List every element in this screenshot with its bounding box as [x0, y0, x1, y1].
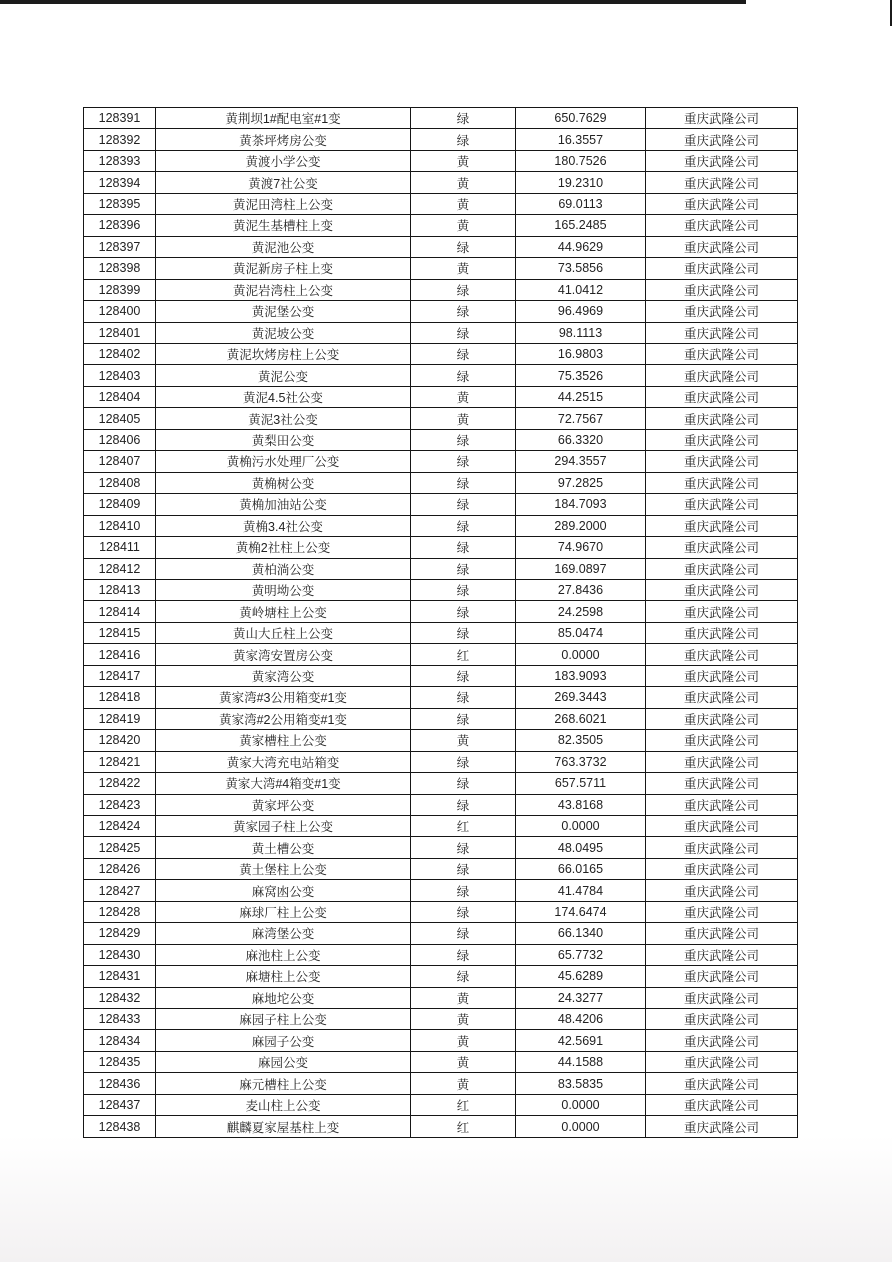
cell-company: 重庆武隆公司	[646, 386, 798, 407]
cell-company: 重庆武隆公司	[646, 622, 798, 643]
table-row	[84, 1030, 798, 1051]
cell-value: 0.0000	[516, 815, 646, 836]
cell-company: 重庆武隆公司	[646, 343, 798, 364]
cell-id: 128394	[84, 172, 156, 193]
cell-id: 128400	[84, 301, 156, 322]
cell-value: 16.3557	[516, 129, 646, 150]
cell-value: 763.3732	[516, 751, 646, 772]
cell-id: 128401	[84, 322, 156, 343]
cell-company: 重庆武隆公司	[646, 730, 798, 751]
table-row	[84, 944, 798, 965]
cell-name: 黄山大丘柱上公变	[156, 622, 411, 643]
table-row	[84, 1009, 798, 1030]
cell-company: 重庆武隆公司	[646, 515, 798, 536]
cell-company: 重庆武隆公司	[646, 1009, 798, 1030]
cell-value: 169.0897	[516, 558, 646, 579]
cell-id: 128410	[84, 515, 156, 536]
cell-company: 重庆武隆公司	[646, 215, 798, 236]
cell-value: 82.3505	[516, 730, 646, 751]
cell-name: 黄桷3.4社公变	[156, 515, 411, 536]
cell-status: 绿	[411, 579, 516, 600]
cell-id: 128415	[84, 622, 156, 643]
cell-company: 重庆武隆公司	[646, 944, 798, 965]
cell-status: 黄	[411, 1073, 516, 1094]
table-row	[84, 494, 798, 515]
table-row	[84, 1073, 798, 1094]
table-row	[84, 365, 798, 386]
table-row	[84, 236, 798, 257]
cell-value: 180.7526	[516, 150, 646, 171]
cell-id: 128404	[84, 386, 156, 407]
table-row	[84, 408, 798, 429]
cell-company: 重庆武隆公司	[646, 429, 798, 450]
cell-name: 黄家湾安置房公变	[156, 644, 411, 665]
cell-value: 66.3320	[516, 429, 646, 450]
table-row	[84, 429, 798, 450]
table-row	[84, 129, 798, 150]
cell-name: 黄泥坎烤房柱上公变	[156, 343, 411, 364]
cell-company: 重庆武隆公司	[646, 1030, 798, 1051]
cell-company: 重庆武隆公司	[646, 150, 798, 171]
cell-name: 黄家槽柱上公变	[156, 730, 411, 751]
cell-company: 重庆武隆公司	[646, 858, 798, 879]
cell-value: 44.9629	[516, 236, 646, 257]
cell-status: 黄	[411, 150, 516, 171]
cell-name: 黄桷加油站公变	[156, 494, 411, 515]
cell-value: 165.2485	[516, 215, 646, 236]
cell-name: 黄渡小学公变	[156, 150, 411, 171]
cell-name: 麻元槽柱上公变	[156, 1073, 411, 1094]
table-row	[84, 708, 798, 729]
cell-name: 黄家大湾#4箱变#1变	[156, 773, 411, 794]
cell-company: 重庆武隆公司	[646, 193, 798, 214]
cell-status: 绿	[411, 108, 516, 129]
cell-value: 96.4969	[516, 301, 646, 322]
cell-id: 128402	[84, 343, 156, 364]
cell-status: 绿	[411, 236, 516, 257]
cell-status: 黄	[411, 386, 516, 407]
cell-value: 27.8436	[516, 579, 646, 600]
table-row	[84, 258, 798, 279]
table-row	[84, 579, 798, 600]
cell-status: 红	[411, 644, 516, 665]
cell-company: 重庆武隆公司	[646, 172, 798, 193]
cell-status: 黄	[411, 193, 516, 214]
cell-value: 269.3443	[516, 687, 646, 708]
cell-status: 绿	[411, 429, 516, 450]
cell-value: 41.0412	[516, 279, 646, 300]
cell-value: 44.1588	[516, 1051, 646, 1072]
table-row	[84, 730, 798, 751]
cell-value: 65.7732	[516, 944, 646, 965]
cell-status: 绿	[411, 537, 516, 558]
cell-name: 麻球厂柱上公变	[156, 901, 411, 922]
table-row	[84, 472, 798, 493]
cell-name: 麻园子柱上公变	[156, 1009, 411, 1030]
cell-value: 289.2000	[516, 515, 646, 536]
cell-value: 85.0474	[516, 622, 646, 643]
cell-value: 0.0000	[516, 1094, 646, 1115]
cell-value: 74.9670	[516, 537, 646, 558]
cell-status: 红	[411, 1094, 516, 1115]
cell-company: 重庆武隆公司	[646, 451, 798, 472]
cell-status: 绿	[411, 708, 516, 729]
cell-status: 红	[411, 1116, 516, 1138]
cell-name: 黄泥公变	[156, 365, 411, 386]
table-row	[84, 923, 798, 944]
table-row	[84, 966, 798, 987]
cell-id: 128428	[84, 901, 156, 922]
cell-value: 66.0165	[516, 858, 646, 879]
cell-company: 重庆武隆公司	[646, 558, 798, 579]
cell-id: 128435	[84, 1051, 156, 1072]
cell-company: 重庆武隆公司	[646, 644, 798, 665]
cell-value: 0.0000	[516, 644, 646, 665]
table-row	[84, 901, 798, 922]
cell-company: 重庆武隆公司	[646, 966, 798, 987]
cell-company: 重庆武隆公司	[646, 794, 798, 815]
cell-name: 黄泥3社公变	[156, 408, 411, 429]
cell-name: 黄土槽公变	[156, 837, 411, 858]
cell-company: 重庆武隆公司	[646, 687, 798, 708]
table-row	[84, 837, 798, 858]
cell-id: 128412	[84, 558, 156, 579]
cell-name: 黄荆坝1#配电室#1变	[156, 108, 411, 129]
cell-status: 绿	[411, 472, 516, 493]
cell-name: 黄家大湾充电站箱变	[156, 751, 411, 772]
cell-status: 绿	[411, 858, 516, 879]
table-row	[84, 451, 798, 472]
cell-company: 重庆武隆公司	[646, 322, 798, 343]
cell-id: 128420	[84, 730, 156, 751]
cell-status: 绿	[411, 622, 516, 643]
cell-company: 重庆武隆公司	[646, 537, 798, 558]
cell-value: 174.6474	[516, 901, 646, 922]
transformer-data-table	[83, 107, 798, 1138]
cell-value: 184.7093	[516, 494, 646, 515]
cell-value: 650.7629	[516, 108, 646, 129]
cell-name: 黄泥岩湾柱上公变	[156, 279, 411, 300]
cell-value: 83.5835	[516, 1073, 646, 1094]
cell-company: 重庆武隆公司	[646, 1073, 798, 1094]
cell-id: 128421	[84, 751, 156, 772]
cell-id: 128438	[84, 1116, 156, 1138]
cell-id: 128414	[84, 601, 156, 622]
cell-status: 黄	[411, 730, 516, 751]
cell-id: 128423	[84, 794, 156, 815]
table-row	[84, 987, 798, 1008]
cell-company: 重庆武隆公司	[646, 837, 798, 858]
cell-company: 重庆武隆公司	[646, 408, 798, 429]
table-row	[84, 108, 798, 129]
cell-id: 128403	[84, 365, 156, 386]
cell-name: 黄泥池公变	[156, 236, 411, 257]
table-row	[84, 1094, 798, 1115]
cell-status: 红	[411, 815, 516, 836]
cell-company: 重庆武隆公司	[646, 579, 798, 600]
cell-status: 绿	[411, 794, 516, 815]
cell-name: 黄家湾公变	[156, 665, 411, 686]
table-row	[84, 858, 798, 879]
cell-name: 黄明坳公变	[156, 579, 411, 600]
cell-name: 麦山柱上公变	[156, 1094, 411, 1115]
cell-status: 绿	[411, 515, 516, 536]
cell-status: 黄	[411, 1030, 516, 1051]
cell-id: 128392	[84, 129, 156, 150]
table-row	[84, 386, 798, 407]
cell-value: 41.4784	[516, 880, 646, 901]
cell-company: 重庆武隆公司	[646, 494, 798, 515]
cell-id: 128408	[84, 472, 156, 493]
cell-value: 73.5856	[516, 258, 646, 279]
cell-value: 0.0000	[516, 1116, 646, 1138]
table-row	[84, 622, 798, 643]
cell-company: 重庆武隆公司	[646, 901, 798, 922]
cell-value: 45.6289	[516, 966, 646, 987]
cell-id: 128429	[84, 923, 156, 944]
cell-status: 绿	[411, 451, 516, 472]
cell-status: 绿	[411, 601, 516, 622]
cell-id: 128405	[84, 408, 156, 429]
cell-status: 绿	[411, 279, 516, 300]
cell-status: 绿	[411, 558, 516, 579]
cell-company: 重庆武隆公司	[646, 665, 798, 686]
cell-id: 128431	[84, 966, 156, 987]
cell-id: 128433	[84, 1009, 156, 1030]
cell-name: 麻池柱上公变	[156, 944, 411, 965]
cell-id: 128424	[84, 815, 156, 836]
table-row	[84, 301, 798, 322]
cell-id: 128434	[84, 1030, 156, 1051]
cell-name: 麻塘柱上公变	[156, 966, 411, 987]
cell-company: 重庆武隆公司	[646, 1051, 798, 1072]
cell-company: 重庆武隆公司	[646, 708, 798, 729]
table-row	[84, 515, 798, 536]
table-row	[84, 644, 798, 665]
cell-status: 黄	[411, 258, 516, 279]
cell-name: 黄泥坡公变	[156, 322, 411, 343]
cell-name: 黄家湾#3公用箱变#1变	[156, 687, 411, 708]
cell-id: 128419	[84, 708, 156, 729]
cell-id: 128436	[84, 1073, 156, 1094]
table-row	[84, 687, 798, 708]
cell-value: 42.5691	[516, 1030, 646, 1051]
cell-status: 绿	[411, 494, 516, 515]
cell-status: 黄	[411, 1051, 516, 1072]
cell-value: 48.4206	[516, 1009, 646, 1030]
cell-status: 黄	[411, 172, 516, 193]
cell-name: 黄泥田湾柱上公变	[156, 193, 411, 214]
cell-name: 黄桷树公变	[156, 472, 411, 493]
cell-status: 绿	[411, 322, 516, 343]
cell-id: 128416	[84, 644, 156, 665]
cell-status: 绿	[411, 665, 516, 686]
table-row	[84, 215, 798, 236]
cell-id: 128399	[84, 279, 156, 300]
cell-name: 麻湾堡公变	[156, 923, 411, 944]
cell-status: 绿	[411, 687, 516, 708]
cell-name: 黄泥堡公变	[156, 301, 411, 322]
cell-value: 657.5711	[516, 773, 646, 794]
cell-value: 48.0495	[516, 837, 646, 858]
cell-id: 128393	[84, 150, 156, 171]
table-row	[84, 279, 798, 300]
cell-status: 绿	[411, 837, 516, 858]
cell-name: 黄渡7社公变	[156, 172, 411, 193]
cell-value: 43.8168	[516, 794, 646, 815]
cell-value: 183.9093	[516, 665, 646, 686]
cell-name: 麻园公变	[156, 1051, 411, 1072]
table-row	[84, 1051, 798, 1072]
cell-id: 128432	[84, 987, 156, 1008]
page-top-edge	[0, 0, 746, 4]
cell-status: 绿	[411, 901, 516, 922]
table-row	[84, 601, 798, 622]
cell-company: 重庆武隆公司	[646, 923, 798, 944]
cell-name: 黄泥4.5社公变	[156, 386, 411, 407]
cell-status: 绿	[411, 751, 516, 772]
cell-id: 128411	[84, 537, 156, 558]
cell-company: 重庆武隆公司	[646, 815, 798, 836]
cell-id: 128427	[84, 880, 156, 901]
cell-company: 重庆武隆公司	[646, 1094, 798, 1115]
cell-id: 128417	[84, 665, 156, 686]
cell-id: 128396	[84, 215, 156, 236]
cell-company: 重庆武隆公司	[646, 987, 798, 1008]
cell-id: 128391	[84, 108, 156, 129]
cell-id: 128395	[84, 193, 156, 214]
cell-company: 重庆武隆公司	[646, 301, 798, 322]
cell-value: 24.2598	[516, 601, 646, 622]
cell-value: 16.9803	[516, 343, 646, 364]
cell-name: 黄家坪公变	[156, 794, 411, 815]
cell-name: 麒麟夏家屋基柱上变	[156, 1116, 411, 1138]
cell-company: 重庆武隆公司	[646, 365, 798, 386]
cell-status: 绿	[411, 944, 516, 965]
cell-status: 黄	[411, 987, 516, 1008]
table-row	[84, 1116, 798, 1138]
cell-id: 128437	[84, 1094, 156, 1115]
cell-status: 绿	[411, 923, 516, 944]
table-row	[84, 322, 798, 343]
cell-id: 128430	[84, 944, 156, 965]
cell-id: 128422	[84, 773, 156, 794]
cell-value: 98.1113	[516, 322, 646, 343]
table-row	[84, 558, 798, 579]
table-row	[84, 172, 798, 193]
cell-name: 黄桷污水处理厂公变	[156, 451, 411, 472]
cell-name: 黄桷2社柱上公变	[156, 537, 411, 558]
cell-status: 黄	[411, 1009, 516, 1030]
cell-id: 128406	[84, 429, 156, 450]
cell-value: 19.2310	[516, 172, 646, 193]
table-row	[84, 880, 798, 901]
cell-name: 黄泥新房子柱上变	[156, 258, 411, 279]
cell-company: 重庆武隆公司	[646, 880, 798, 901]
table-row	[84, 150, 798, 171]
cell-status: 黄	[411, 215, 516, 236]
table-row	[84, 193, 798, 214]
cell-name: 黄家园子柱上公变	[156, 815, 411, 836]
cell-value: 72.7567	[516, 408, 646, 429]
cell-company: 重庆武隆公司	[646, 279, 798, 300]
table-row	[84, 537, 798, 558]
cell-name: 黄土堡柱上公变	[156, 858, 411, 879]
cell-name: 黄梨田公变	[156, 429, 411, 450]
table-row	[84, 815, 798, 836]
cell-id: 128425	[84, 837, 156, 858]
cell-value: 97.2825	[516, 472, 646, 493]
cell-status: 绿	[411, 880, 516, 901]
table-row	[84, 794, 798, 815]
cell-status: 黄	[411, 408, 516, 429]
cell-id: 128397	[84, 236, 156, 257]
cell-company: 重庆武隆公司	[646, 601, 798, 622]
cell-status: 绿	[411, 343, 516, 364]
cell-status: 绿	[411, 129, 516, 150]
cell-company: 重庆武隆公司	[646, 258, 798, 279]
cell-company: 重庆武隆公司	[646, 751, 798, 772]
table-row	[84, 751, 798, 772]
cell-company: 重庆武隆公司	[646, 472, 798, 493]
cell-value: 69.0113	[516, 193, 646, 214]
cell-company: 重庆武隆公司	[646, 1116, 798, 1138]
cell-name: 黄茶坪烤房公变	[156, 129, 411, 150]
cell-status: 绿	[411, 365, 516, 386]
cell-id: 128413	[84, 579, 156, 600]
table-body	[84, 108, 798, 1138]
cell-id: 128407	[84, 451, 156, 472]
cell-name: 黄泥生基槽柱上变	[156, 215, 411, 236]
cell-value: 24.3277	[516, 987, 646, 1008]
cell-name: 麻园子公变	[156, 1030, 411, 1051]
cell-value: 294.3557	[516, 451, 646, 472]
cell-name: 黄家湾#2公用箱变#1变	[156, 708, 411, 729]
cell-company: 重庆武隆公司	[646, 129, 798, 150]
cell-name: 麻窝凼公变	[156, 880, 411, 901]
cell-value: 66.1340	[516, 923, 646, 944]
cell-status: 绿	[411, 301, 516, 322]
cell-value: 44.2515	[516, 386, 646, 407]
cell-value: 75.3526	[516, 365, 646, 386]
cell-id: 128398	[84, 258, 156, 279]
cell-id: 128426	[84, 858, 156, 879]
cell-company: 重庆武隆公司	[646, 108, 798, 129]
table-row	[84, 343, 798, 364]
cell-company: 重庆武隆公司	[646, 236, 798, 257]
cell-value: 268.6021	[516, 708, 646, 729]
cell-name: 麻地坨公变	[156, 987, 411, 1008]
cell-id: 128409	[84, 494, 156, 515]
cell-status: 绿	[411, 773, 516, 794]
cell-name: 黄柏淌公变	[156, 558, 411, 579]
cell-company: 重庆武隆公司	[646, 773, 798, 794]
table-row	[84, 773, 798, 794]
table-row	[84, 665, 798, 686]
cell-name: 黄岭塘柱上公变	[156, 601, 411, 622]
cell-id: 128418	[84, 687, 156, 708]
cell-status: 绿	[411, 966, 516, 987]
